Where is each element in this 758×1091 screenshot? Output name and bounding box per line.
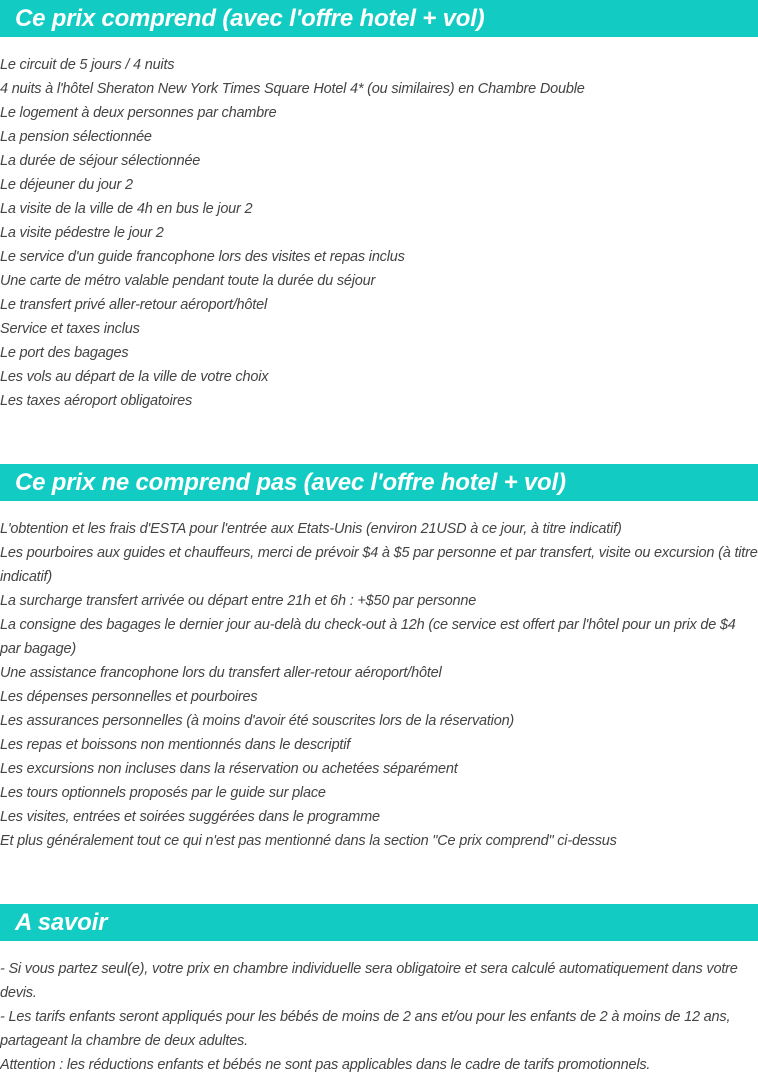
section-to-know-header: [0, 904, 758, 941]
list-item: 4 nuits à l'hôtel Sheraton New York Times Square Hotel 4* (ou similaires) en Chambre Double: [0, 81, 585, 97]
section-not-included-title: Ce prix ne comprend pas (avec l'offre hotel + vol): [15, 469, 566, 496]
section-included-title: Ce prix comprend (avec l'offre hotel + vol): [15, 5, 485, 32]
section-to-know: [0, 904, 758, 1077]
list-item: Les tours optionnels proposés par le guide sur place: [0, 785, 326, 801]
list-item: Les dépenses personnelles et pourboires: [0, 689, 258, 705]
not-included-list: [0, 517, 758, 853]
list-item: Et plus généralement tout ce qui n'est pas mentionné dans la section "Ce prix comprend" ci-dessus: [0, 833, 617, 849]
list-item: Les taxes aéroport obligatoires: [0, 393, 193, 409]
list-item: La surcharge transfert arrivée ou départ entre 21h et 6h : +$50 par personne: [0, 593, 477, 609]
list-item: La durée de séjour sélectionnée: [0, 153, 201, 169]
list-item: Le déjeuner du jour 2: [0, 177, 133, 193]
section-to-know-title: A savoir: [15, 909, 108, 936]
list-item: Le circuit de 5 jours / 4 nuits: [0, 57, 175, 73]
section-not-included-header: [0, 464, 758, 501]
list-item: Service et taxes inclus: [0, 321, 140, 337]
list-item: Le port des bagages: [0, 345, 129, 361]
list-item: La visite pédestre le jour 2: [0, 225, 164, 241]
list-item: Les visites, entrées et soirées suggérées dans le programme: [0, 809, 380, 825]
list-item: Le transfert privé aller-retour aéroport/hôtel: [0, 297, 267, 313]
list-item: Les vols au départ de la ville de votre choix: [0, 369, 269, 385]
section-included-header: [0, 0, 758, 37]
section-included: [0, 0, 758, 413]
to-know-list: [0, 957, 758, 1077]
list-item: L'obtention et les frais d'ESTA pour l'entrée aux Etats-Unis (environ 21USD à ce jour, à titre indicatif): [0, 521, 622, 537]
list-item: Une assistance francophone lors du transfert aller-retour aéroport/hôtel: [0, 665, 442, 681]
list-item: La pension sélectionnée: [0, 129, 152, 145]
list-item: - Si vous partez seul(e), votre prix en chambre individuelle sera obligatoire et sera calculé automatiquement dans votre devis.: [0, 961, 738, 1001]
list-item: Les assurances personnelles (à moins d'avoir été souscrites lors de la réservation): [0, 713, 515, 729]
list-item: Le logement à deux personnes par chambre: [0, 105, 277, 121]
list-item: Le service d'un guide francophone lors des visites et repas inclus: [0, 249, 405, 265]
list-item: Les excursions non incluses dans la réservation ou achetées séparément: [0, 761, 458, 777]
list-item: Attention : les réductions enfants et bébés ne sont pas applicables dans le cadre de tarifs promotionnels.: [0, 1057, 651, 1073]
list-item: - Les tarifs enfants seront appliqués pour les bébés de moins de 2 ans et/ou pour les enfants de 2 à moins de 12 ans, partageant la chambre de deux adultes.: [0, 1009, 731, 1049]
list-item: Les pourboires aux guides et chauffeurs, merci de prévoir $4 à $5 par personne et par transfert, visite ou excursion (à titre indicatif): [0, 545, 758, 585]
list-item: La consigne des bagages le dernier jour au-delà du check-out à 12h (ce service est offert par l'hôtel pour un prix de $4 par bagage): [0, 617, 736, 657]
list-item: La visite de la ville de 4h en bus le jour 2: [0, 201, 253, 217]
list-item: Une carte de métro valable pendant toute la durée du séjour: [0, 273, 376, 289]
included-list: [0, 53, 758, 413]
list-item: Les repas et boissons non mentionnés dans le descriptif: [0, 737, 351, 753]
section-not-included: [0, 464, 758, 853]
